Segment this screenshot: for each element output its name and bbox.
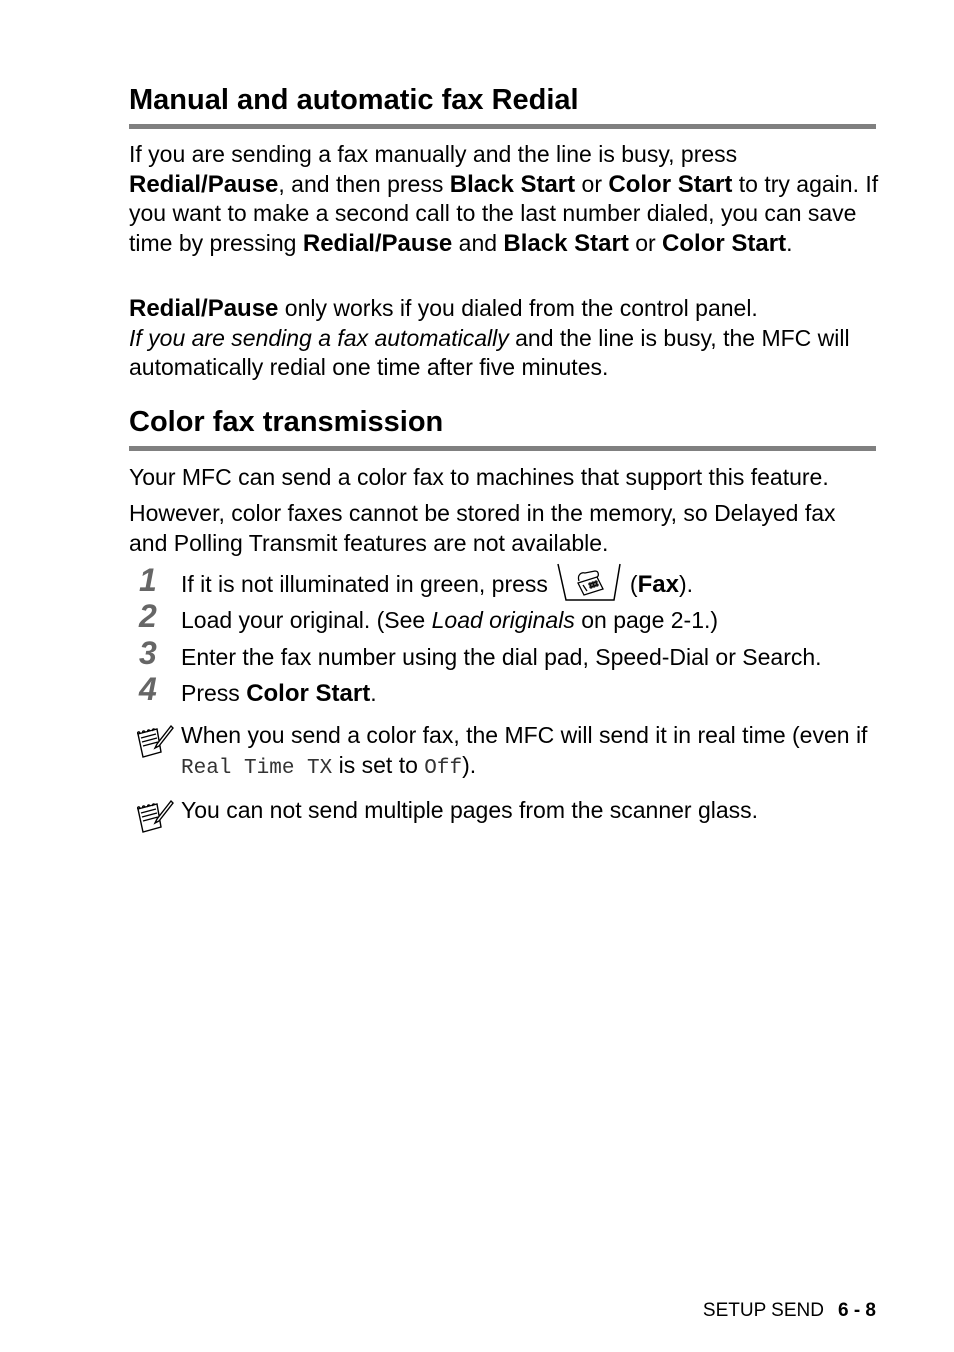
note-scanner-glass (129, 795, 889, 835)
key-black-start: Black Start (503, 229, 629, 257)
lcd-text: Off (424, 757, 463, 780)
text: or (575, 170, 609, 197)
text: ). (678, 571, 693, 598)
step-number: 4 (139, 671, 157, 707)
text: and the line is busy, the MFC will automatically redial one time after five minutes. (129, 324, 850, 380)
key-fax: Fax (637, 571, 679, 599)
text: ). (462, 752, 477, 778)
paragraph-color-fax-limits: However, color faxes cannot be stored in the memory, so Delayed fax and Polling Transmit features are not available. (129, 500, 836, 556)
text: . (786, 229, 793, 256)
heading-color-fax: Color fax transmission (129, 404, 876, 451)
section-color-fax (129, 404, 876, 451)
text: Load your original. (See (181, 607, 432, 633)
paragraph-auto-redial (129, 294, 879, 383)
step-3 (129, 635, 889, 675)
italic-text: If you are sending a fax automatically (129, 324, 509, 351)
step-2 (129, 598, 889, 638)
paragraph-color-fax-support: Your MFC can send a color fax to machines that support this feature. (129, 464, 829, 490)
text: and (452, 229, 504, 256)
footer-section: SETUP SEND (702, 1300, 824, 1321)
fax-key-icon (556, 562, 622, 602)
text: When you send a color fax, the MFC will send it in real time (even if (181, 722, 868, 748)
section-manual-redial (129, 82, 876, 129)
text: If it is not illuminated in green, press (181, 571, 548, 598)
step-number: 1 (139, 562, 157, 598)
step-text (181, 679, 377, 708)
text: only works if you dialed from the control panel. (278, 295, 758, 321)
key-color-start: Color Start (608, 170, 733, 198)
key-redial-pause: Redial/Pause (302, 229, 453, 257)
note-pencil-icon (135, 799, 175, 835)
key-color-start: Color Start (246, 680, 371, 707)
key-black-start: Black Start (449, 170, 576, 198)
text: is set to (332, 752, 425, 778)
step-text (181, 570, 693, 602)
key-color-start: Color Start (662, 229, 787, 257)
page-footer (703, 1300, 876, 1322)
note-real-time (129, 720, 889, 784)
page-number: 6 - 8 (837, 1300, 876, 1321)
note-text (181, 720, 881, 784)
step-number: 2 (139, 598, 157, 634)
step-1 (129, 562, 889, 602)
text: If you are sending a fax manually and the line is busy, press (129, 141, 738, 167)
text: , and then press (278, 170, 450, 197)
text: Enter the fax number using the dial pad, Speed-Dial or Search. (181, 644, 822, 670)
paragraph-redial-busy (129, 140, 879, 258)
lcd-text: Real Time TX (181, 757, 333, 780)
text: . (370, 680, 377, 706)
heading-manual-redial: Manual and automatic fax Redial (129, 82, 876, 129)
key-redial-pause: Redial/Pause (129, 295, 279, 322)
text: Press (181, 680, 247, 706)
step-text (181, 643, 822, 672)
italic-text: Load originals (431, 607, 575, 633)
text: to try again. If you want to make a second call to the last number dialed, you can save time by pressing (129, 170, 879, 256)
key-redial-pause: Redial/Pause (129, 170, 279, 198)
note-pencil-icon (135, 724, 175, 760)
step-4 (129, 671, 889, 711)
text: or (628, 229, 663, 256)
text: ( (629, 571, 638, 598)
note-text: You can not send multiple pages from the scanner glass. (181, 797, 759, 823)
step-text (181, 606, 718, 635)
text: on page 2-1.) (574, 607, 719, 633)
step-number: 3 (139, 635, 157, 671)
